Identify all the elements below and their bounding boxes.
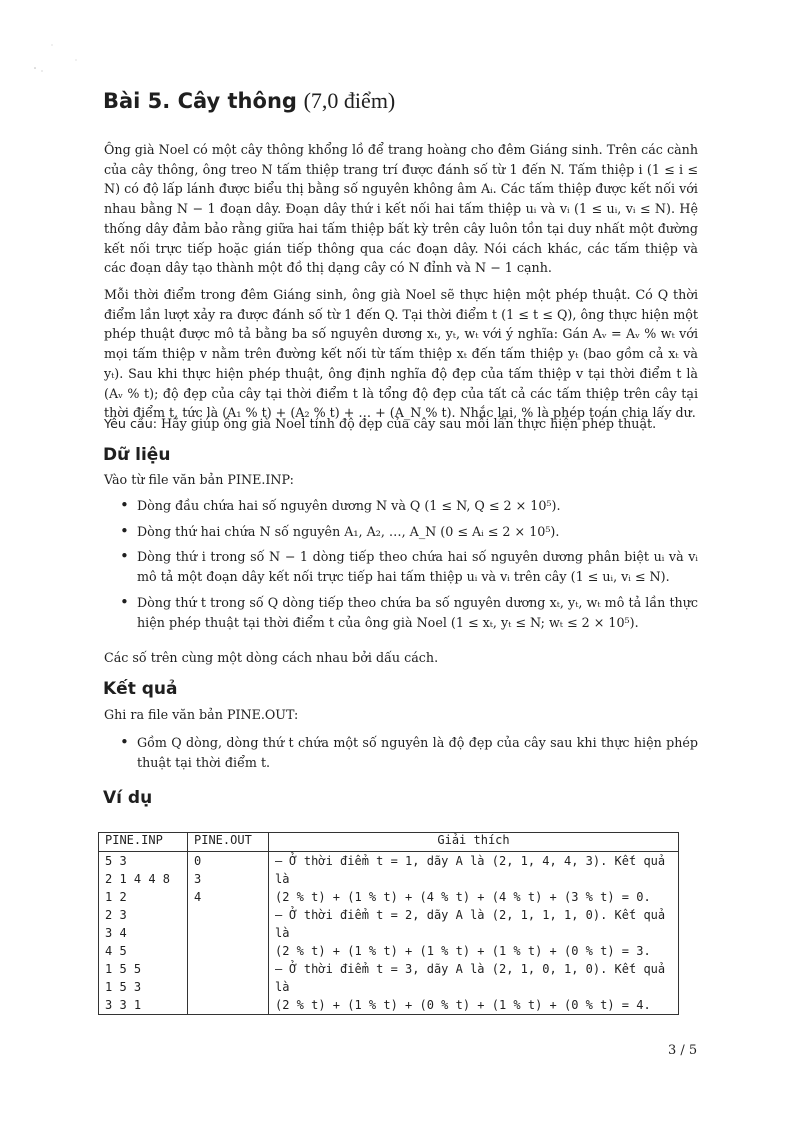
input-bullet: • Dòng thứ i trong số N − 1 dòng tiếp theo chứa hai số nguyên dương phân biệt uᵢ và vᵢ mô tả một đoạn dây kết nối trực tiếp hai tấm thiệp uᵢ và vᵢ trên cây (1 ≤ uᵢ, vᵢ ≤ N). xyxy=(104,547,698,586)
problem-title xyxy=(103,88,395,114)
output-line: 0 xyxy=(194,854,202,868)
input-line: 1 2 xyxy=(105,890,127,904)
problem-title-text: Bài 5. Cây thông xyxy=(103,89,297,113)
scan-speckles xyxy=(30,40,90,90)
input-bullet: • Dòng đầu chứa hai số nguyên dương N và Q (1 ≤ N, Q ≤ 2 × 10⁵). xyxy=(104,496,698,516)
example-table xyxy=(98,832,679,1015)
example-table-row xyxy=(99,852,679,1015)
explanation-line: (2 % t) + (1 % t) + (4 % t) + (4 % t) + (3 % t) = 0. xyxy=(275,890,651,904)
request-text: Hãy giúp ông già Noel tính độ đẹp của cây sau mỗi lần thực hiện phép thuật. xyxy=(157,416,657,431)
explanation-line: – Ở thời điểm t = 1, dãy A là (2, 1, 4, 4, 3). Kết quả là xyxy=(275,854,666,886)
header-pine-out: PINE.OUT xyxy=(188,833,269,852)
input-heading: Dữ liệu xyxy=(103,445,171,465)
input-line: 2 1 4 4 8 xyxy=(105,872,171,886)
explanation-line: (2 % t) + (1 % t) + (1 % t) + (1 % t) + (0 % t) = 3. xyxy=(275,944,651,958)
input-lead: Vào từ file văn bản PINE.INP: xyxy=(104,472,294,487)
input-line: 5 3 xyxy=(105,854,127,868)
output-line: 4 xyxy=(194,890,202,904)
input-line: 1 5 5 xyxy=(105,962,142,976)
explanation-line: (2 % t) + (1 % t) + (0 % t) + (1 % t) + (0 % t) = 4. xyxy=(275,998,651,1012)
request-label: Yêu cầu: xyxy=(104,416,158,431)
output-bullet-list xyxy=(104,733,698,778)
input-bullet: • Dòng thứ hai chứa N số nguyên A₁, A₂, …, A_N (0 ≤ Aᵢ ≤ 2 × 10⁵). xyxy=(104,522,698,542)
input-line: 3 4 xyxy=(105,926,127,940)
output-line: 3 xyxy=(194,872,202,886)
input-line: 2 3 xyxy=(105,908,127,922)
problem-points: (7,0 điểm) xyxy=(303,88,396,113)
example-table-header-row xyxy=(99,833,679,852)
example-input-cell xyxy=(99,852,188,1015)
intro-paragraph-2: Mỗi thời điểm trong đêm Giáng sinh, ông già Noel sẽ thực hiện một phép thuật. Có Q thời điểm lần lượt xảy ra được đánh số từ 1 đến Q. Tại thời điểm t (1 ≤ t ≤ Q), ông thực hiện một phép thuật được mô tả bằng ba số nguyên dương xₜ, yₜ, wₜ với ý nghĩa: Gán Aᵥ = Aᵥ % wₜ với mọi tấm thiệp v nằm trên đường kết nối từ tấm thiệp xₜ đến tấm thiệp yₜ (bao gồm cả xₜ và yₜ). Sau khi thực hiện phép thuật, ông định nghĩa độ đẹp của tấm thiệp v tại thời điểm t là (Aᵥ % t); độ đẹp của cây tại thời điểm t là tổng độ đẹp của tất cả các tấm thiệp trên cây tại thời điểm t, tức là (A₁ % t) + (A₂ % t) + … + (A_N % t). Nhắc lại, % là phép toán chia lấy dư. xyxy=(104,287,698,421)
input-line: 3 3 1 xyxy=(105,998,142,1012)
output-lead: Ghi ra file văn bản PINE.OUT: xyxy=(104,707,299,722)
page-number: 3 / 5 xyxy=(668,1043,698,1058)
request-paragraph xyxy=(104,414,698,434)
header-pine-inp: PINE.INP xyxy=(99,833,188,852)
header-explanation: Giải thích xyxy=(269,833,679,852)
example-heading: Ví dụ xyxy=(103,788,153,808)
output-heading: Kết quả xyxy=(103,679,178,699)
example-output-cell xyxy=(188,852,269,1015)
intro-paragraph-1: Ông già Noel có một cây thông khổng lồ để trang hoàng cho đêm Giáng sinh. Trên các cành của cây thông, ông treo N tấm thiệp trang trí được đánh số từ 1 đến N. Tấm thiệp i (1 ≤ i ≤ N) có độ lấp lánh được biểu thị bằng số nguyên không âm Aᵢ. Các tấm thiệp được kết nối với nhau bằng N − 1 đoạn dây. Đoạn dây thứ i kết nối hai tấm thiệp uᵢ và vᵢ (1 ≤ uᵢ, vᵢ ≤ N). Hệ thống dây đảm bảo rằng giữa hai tấm thiệp bất kỳ trên cây luôn tồn tại duy nhất một đường kết nối trực tiếp hoặc gián tiếp thông qua các đoạn dây. Nói cách khác, các tấm thiệp và các đoạn dây tạo thành một đồ thị dạng cây có N đỉnh và N − 1 cạnh. xyxy=(104,142,698,276)
explanation-line: – Ở thời điểm t = 2, dãy A là (2, 1, 1, 1, 0). Kết quả là xyxy=(275,908,666,940)
input-note: Các số trên cùng một dòng cách nhau bởi dấu cách. xyxy=(104,650,439,665)
output-bullet: • Gồm Q dòng, dòng thứ t chứa một số nguyên là độ đẹp của cây sau khi thực hiện phép thuật tại thời điểm t. xyxy=(104,733,698,772)
input-line: 4 5 xyxy=(105,944,127,958)
input-bullet: • Dòng thứ t trong số Q dòng tiếp theo chứa ba số nguyên dương xₜ, yₜ, wₜ mô tả lần thực hiện phép thuật tại thời điểm t của ông già Noel (1 ≤ xₜ, yₜ ≤ N; wₜ ≤ 2 × 10⁵). xyxy=(104,593,698,632)
input-bullet-list xyxy=(104,496,698,638)
example-explanation-cell xyxy=(269,852,679,1015)
explanation-line: – Ở thời điểm t = 3, dãy A là (2, 1, 0, 1, 0). Kết quả là xyxy=(275,962,666,994)
input-line: 1 5 3 xyxy=(105,980,142,994)
